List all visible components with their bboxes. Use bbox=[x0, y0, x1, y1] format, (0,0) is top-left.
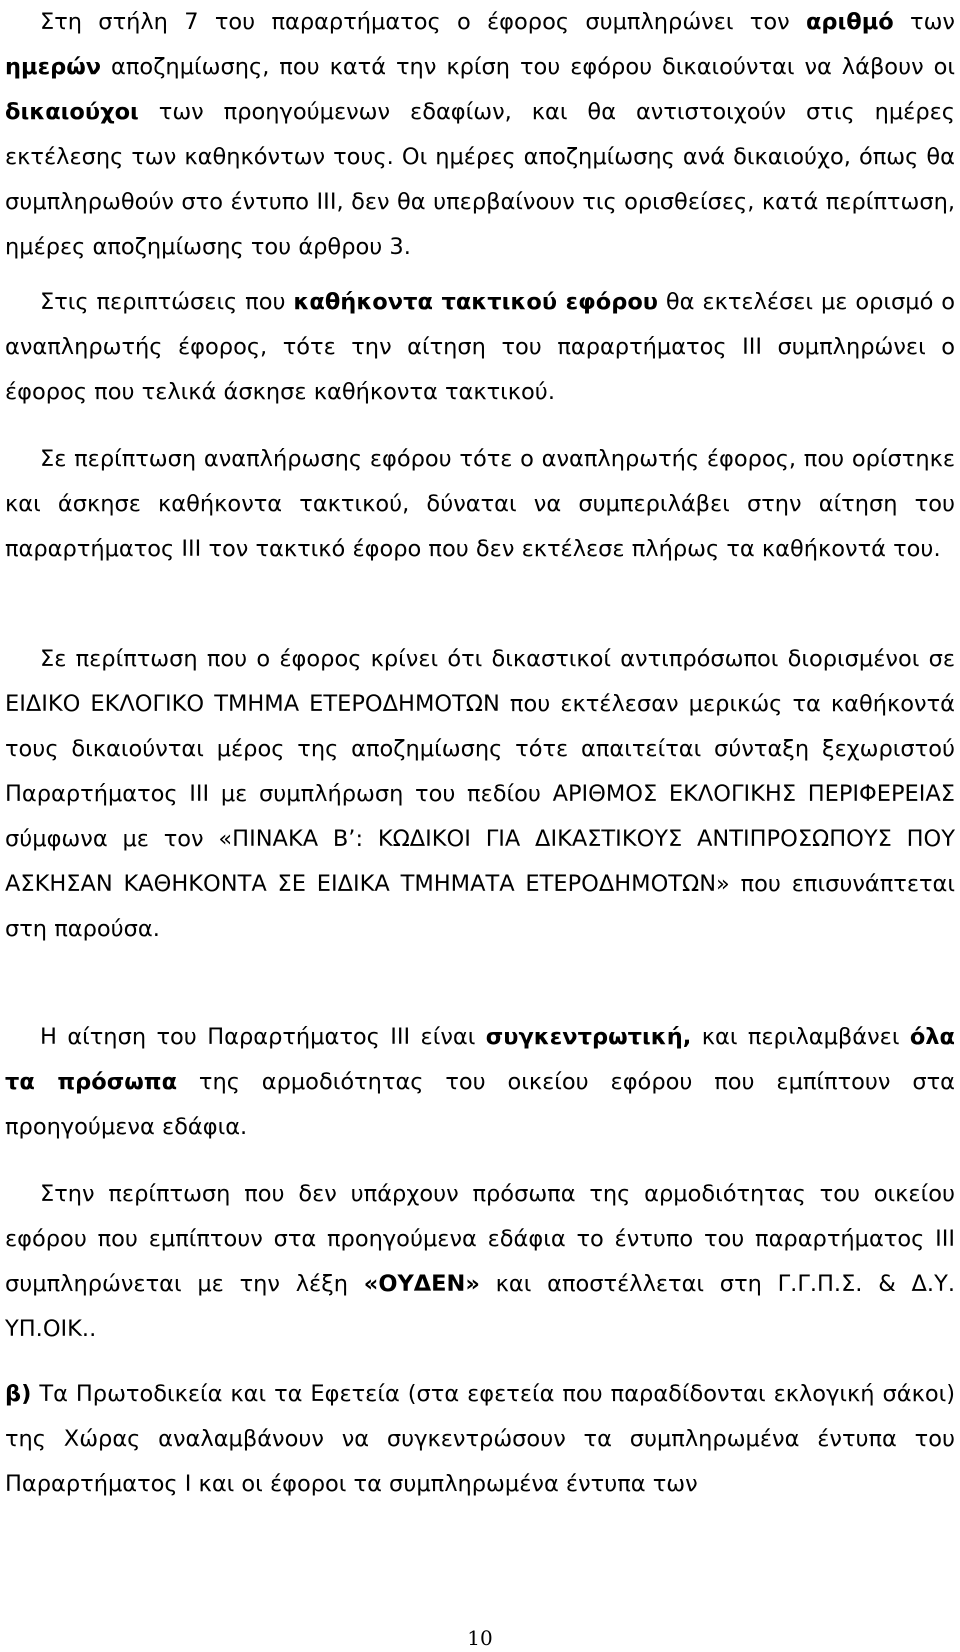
paragraph-7: β) Τα Πρωτοδικεία και τα Εφετεία (στα εφετεία που παραδίδονται εκλογική σάκοι) της Χώρας αναλαμβάνουν να συγκεντρώσουν τα συμπληρωμένα έντυπα του Παραρτήματος Ι και οι έφοροι τα συμπληρωμένα έντυπα των bbox=[5, 1381, 955, 1497]
paragraph-6: Στην περίπτωση που δεν υπάρχουν πρόσωπα της αρμοδιότητας του οικείου εφόρου που εμπίπτουν στα προηγούμενα εδάφια το έντυπο του παραρτήματος ΙΙΙ συμπληρώνεται με την λέξη «ΟΥΔΕΝ» και αποστέλλεται στη Γ.Γ.Π.Σ. & Δ.Υ. ΥΠ.ΟΙΚ.. bbox=[5, 1181, 955, 1342]
paragraph-2: Στις περιπτώσεις που καθήκοντα τακτικού εφόρου θα εκτελέσει με ορισμό ο αναπληρωτής έφορος, τότε την αίτηση του παραρτήματος ΙΙΙ συμπληρώνει ο έφορος που τελικά άσκησε καθήκοντα τακτικού. bbox=[5, 289, 956, 405]
paragraph-4: Σε περίπτωση που ο έφορος κρίνει ότι δικαστικοί αντιπρόσωποι διορισμένοι σε ΕΙΔΙΚΟ ΕΚΛΟΓΙΚΟ ΤΜΗΜΑ ΕΤΕΡΟΔΗΜΟΤΩΝ που εκτέλεσαν μερικώς τα καθήκοντά τους δικαιούνται μέρος της αποζημίωσης τότε απαιτείται σύνταξη ξεχωριστού Παραρτήματος ΙΙΙ με συμπλήρωση του πεδίου ΑΡΙΘΜΟΣ ΕΚΛΟΓΙΚΗΣ ΠΕΡΙΦΕΡΕΙΑΣ σύμφωνα με τον «ΠΙΝΑΚΑ Β’: ΚΩΔΙΚΟΙ ΓΙΑ ΔΙΚΑΣΤΙΚΟΥΣ ΑΝΤΙΠΡΟΣΩΠΟΥΣ ΠΟΥ ΑΣΚΗΣΑΝ ΚΑΘΗΚΟΝΤΑ ΣΕ ΕΙΔΙΚΑ ΤΜΗΜΑΤΑ ΕΤΕΡΟΔΗΜΟΤΩΝ» που επισυνάπτεται στη παρούσα. bbox=[5, 646, 955, 942]
paragraph-5: Η αίτηση του Παραρτήματος ΙΙΙ είναι συγκεντρωτική, και περιλαμβάνει όλα τα πρόσωπα της αρμοδιότητας του οικείου εφόρου που εμπίπτουν στα προηγούμενα εδάφια. bbox=[5, 1024, 955, 1140]
page-number: 10 bbox=[467, 1626, 493, 1650]
paragraph-3: Σε περίπτωση αναπλήρωσης εφόρου τότε ο αναπληρωτής έφορος, που ορίστηκε και άσκησε καθήκοντα τακτικού, δύναται να συμπεριλάβει στην αίτηση του παραρτήματος ΙΙΙ τον τακτικό έφορο που δεν εκτέλεσε πλήρως τα καθήκοντά του. bbox=[5, 446, 955, 562]
paragraph-1: Στη στήλη 7 του παραρτήματος ο έφορος συμπληρώνει τον αριθμό των ημερών αποζημίωσης, που κατά την κρίση του εφόρου δικαιούνται να λάβουν οι δικαιούχοι των προηγούμενων εδαφίων, και θα αντιστοιχούν στις ημέρες εκτέλεσης των καθηκόντων τους. Οι ημέρες αποζημίωσης ανά δικαιούχο, όπως θα συμπληρωθούν στο έντυπο ΙΙΙ, δεν θα υπερβαίνουν τις ορισθείσες, κατά περίπτωση, ημέρες αποζημίωσης του άρθρου 3. bbox=[5, 9, 956, 260]
